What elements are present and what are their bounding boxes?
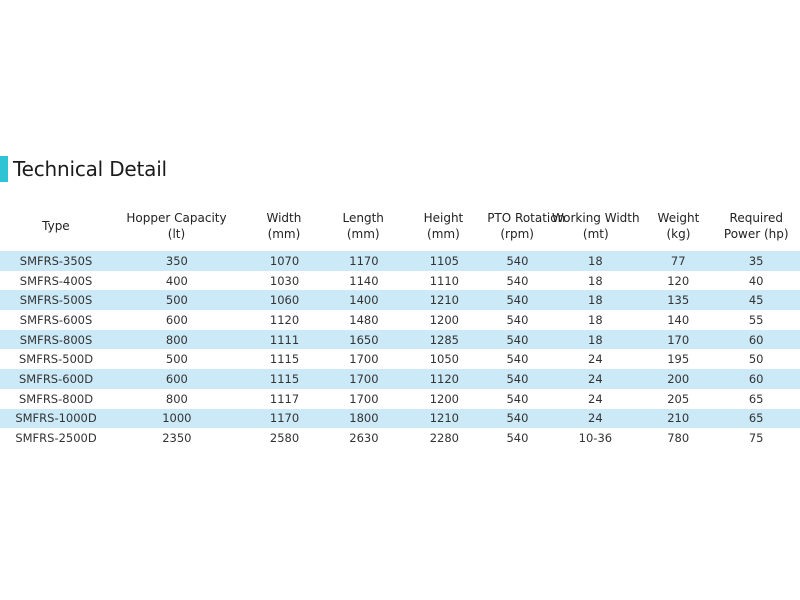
cell-weight: 780 <box>667 431 690 446</box>
cell-width: 1120 <box>269 312 300 327</box>
cell-weight: 195 <box>667 352 690 367</box>
cell-required-power: 40 <box>748 273 764 288</box>
header-weight-unit: (kg) <box>666 227 691 241</box>
table-row <box>0 251 800 271</box>
cell-type: SMFRS-600D <box>18 371 94 386</box>
header-working-width <box>547 210 644 242</box>
cell-pto-rotation: 540 <box>506 332 529 347</box>
header-height-label: Height <box>423 211 464 225</box>
header-type-label: Type <box>42 219 70 233</box>
cell-working-width: 18 <box>588 253 603 268</box>
header-width-unit: (mm) <box>267 227 301 241</box>
cell-pto-rotation: 540 <box>506 253 529 268</box>
cell-length: 1400 <box>349 293 379 308</box>
header-hopper-capacity-label: Hopper Capacity <box>126 211 227 225</box>
cell-required-power: 60 <box>748 332 764 347</box>
cell-working-width: 18 <box>588 273 603 288</box>
table-row <box>0 349 800 369</box>
header-length <box>327 210 400 242</box>
header-hopper-capacity <box>112 210 241 242</box>
cell-working-width: 18 <box>588 332 603 347</box>
cell-height: 1285 <box>429 332 459 347</box>
header-hopper-capacity-unit: (lt) <box>167 227 186 241</box>
table-row <box>0 428 800 448</box>
cell-hopper-capacity: 600 <box>165 371 188 386</box>
table-body <box>0 251 800 448</box>
section-title: Technical Detail <box>13 157 167 181</box>
cell-working-width: 24 <box>588 371 603 386</box>
header-required-power-label: Required <box>729 211 783 225</box>
cell-weight: 77 <box>670 253 686 268</box>
cell-hopper-capacity: 350 <box>165 253 188 268</box>
cell-pto-rotation: 540 <box>506 411 529 426</box>
header-type <box>0 218 112 234</box>
cell-hopper-capacity: 800 <box>165 332 188 347</box>
title-accent-bar <box>0 156 8 182</box>
cell-required-power: 45 <box>748 293 764 308</box>
cell-height: 1105 <box>429 253 459 268</box>
cell-height: 1110 <box>429 273 459 288</box>
cell-width: 1115 <box>269 352 300 367</box>
cell-height: 1120 <box>429 371 459 386</box>
table-row <box>0 409 800 429</box>
cell-type: SMFRS-350S <box>19 253 93 268</box>
table-row <box>0 310 800 330</box>
header-width <box>241 210 327 242</box>
technical-detail-table <box>0 206 800 448</box>
header-width-label: Width <box>266 211 302 225</box>
cell-width: 2580 <box>269 431 300 446</box>
cell-hopper-capacity: 600 <box>165 312 188 327</box>
table-row <box>0 369 800 389</box>
cell-type: SMFRS-2500D <box>15 431 97 446</box>
cell-hopper-capacity: 500 <box>165 293 188 308</box>
table-row <box>0 271 800 291</box>
table-header-row <box>0 206 800 246</box>
cell-weight: 205 <box>667 391 690 406</box>
cell-type: SMFRS-800D <box>18 391 94 406</box>
cell-hopper-capacity: 500 <box>165 352 188 367</box>
header-length-unit: (mm) <box>346 227 380 241</box>
header-pto-rotation <box>487 210 566 242</box>
cell-weight: 210 <box>667 411 690 426</box>
cell-weight: 120 <box>667 273 690 288</box>
cell-length: 1480 <box>349 312 379 327</box>
cell-pto-rotation: 540 <box>506 293 529 308</box>
header-pto-rotation-unit: (rpm) <box>500 227 534 241</box>
cell-height: 2280 <box>429 431 459 446</box>
cell-height: 1210 <box>429 411 459 426</box>
cell-type: SMFRS-800S <box>19 332 93 347</box>
cell-length: 1140 <box>349 273 379 288</box>
cell-length: 1650 <box>349 332 379 347</box>
cell-width: 1117 <box>269 391 300 406</box>
cell-working-width: 24 <box>588 352 603 367</box>
cell-hopper-capacity: 2350 <box>162 431 192 446</box>
cell-weight: 170 <box>667 332 690 347</box>
cell-type: SMFRS-500S <box>19 293 93 308</box>
cell-height: 1050 <box>429 352 459 367</box>
cell-required-power: 50 <box>748 352 764 367</box>
cell-type: SMFRS-400S <box>19 273 93 288</box>
cell-working-width: 18 <box>588 312 603 327</box>
cell-type: SMFRS-1000D <box>15 411 97 426</box>
cell-required-power: 75 <box>748 431 764 446</box>
cell-weight: 200 <box>667 371 690 386</box>
section-header <box>0 156 167 182</box>
cell-width: 1060 <box>269 293 300 308</box>
header-required-power <box>712 210 800 242</box>
cell-length: 1700 <box>349 371 379 386</box>
cell-width: 1170 <box>269 411 300 426</box>
table-row <box>0 330 800 350</box>
cell-width: 1070 <box>269 253 300 268</box>
cell-required-power: 65 <box>748 391 764 406</box>
cell-required-power: 35 <box>748 253 764 268</box>
cell-weight: 140 <box>667 312 690 327</box>
cell-working-width: 18 <box>588 293 603 308</box>
cell-pto-rotation: 540 <box>506 273 529 288</box>
cell-pto-rotation: 540 <box>506 371 529 386</box>
header-working-width-unit: (mt) <box>582 227 609 241</box>
cell-weight: 135 <box>667 293 690 308</box>
table-row <box>0 389 800 409</box>
cell-working-width: 24 <box>588 391 603 406</box>
cell-required-power: 65 <box>748 411 764 426</box>
cell-hopper-capacity: 400 <box>165 273 188 288</box>
header-weight-label: Weight <box>657 211 700 225</box>
cell-height: 1210 <box>429 293 459 308</box>
cell-required-power: 55 <box>748 312 764 327</box>
cell-length: 1170 <box>349 253 379 268</box>
cell-length: 1700 <box>349 391 379 406</box>
header-height-unit: (mm) <box>427 227 460 241</box>
header-height <box>400 210 488 242</box>
table-row <box>0 290 800 310</box>
cell-length: 1800 <box>349 411 379 426</box>
cell-working-width: 24 <box>588 411 603 426</box>
cell-type: SMFRS-600S <box>19 312 93 327</box>
cell-hopper-capacity: 800 <box>165 391 188 406</box>
header-working-width-label: Working Width <box>551 211 640 225</box>
cell-length: 1700 <box>349 352 379 367</box>
cell-required-power: 60 <box>748 371 764 386</box>
cell-width: 1115 <box>269 371 300 386</box>
header-weight <box>644 210 712 242</box>
cell-width: 1030 <box>269 273 300 288</box>
cell-height: 1200 <box>429 312 459 327</box>
cell-pto-rotation: 540 <box>506 391 529 406</box>
cell-height: 1200 <box>429 391 459 406</box>
header-length-label: Length <box>342 211 384 225</box>
cell-pto-rotation: 540 <box>506 431 529 446</box>
cell-width: 1111 <box>269 332 300 347</box>
cell-length: 2630 <box>349 431 379 446</box>
cell-hopper-capacity: 1000 <box>162 411 192 426</box>
cell-pto-rotation: 540 <box>506 312 529 327</box>
cell-type: SMFRS-500D <box>18 352 94 367</box>
cell-working-width: 10-36 <box>578 431 613 446</box>
cell-pto-rotation: 540 <box>506 352 529 367</box>
header-required-power-unit: Power (hp) <box>723 227 789 241</box>
header-pto-rotation-label: PTO Rotation <box>487 211 566 225</box>
